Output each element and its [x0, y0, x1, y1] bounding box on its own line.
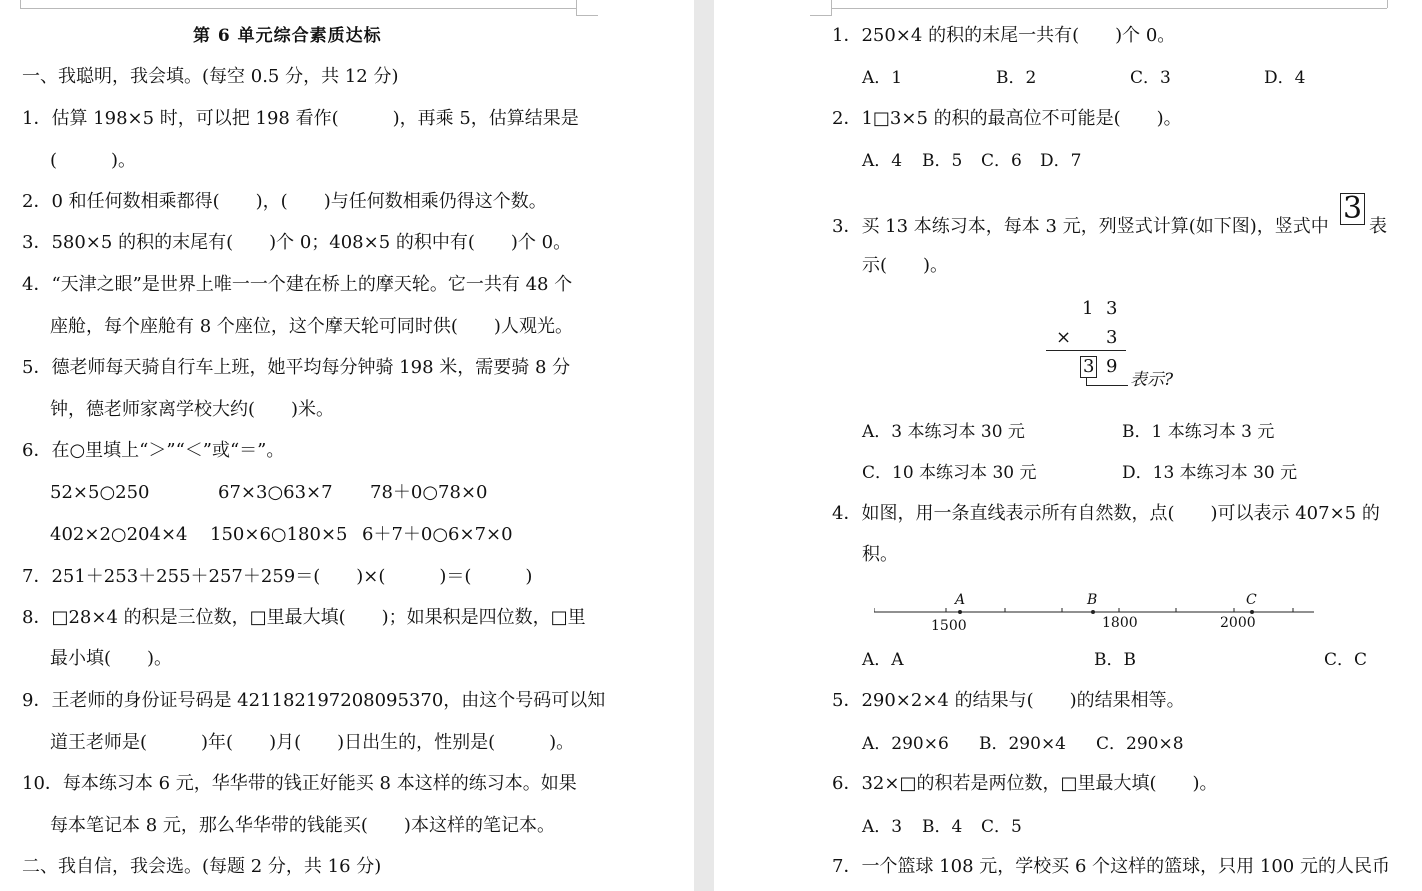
- option-b: B．4: [922, 817, 963, 837]
- question-text: 如图，用一条直线表示所有自然数，点( )可以表示 407×5 的: [861, 503, 1380, 524]
- question-number: 2．: [832, 108, 862, 129]
- option-a: A．3: [862, 817, 903, 837]
- option-a: A．A: [862, 650, 904, 670]
- calc-digit: 3: [1106, 298, 1118, 319]
- blank-box: □: [51, 607, 69, 628]
- option-b: B．290×4: [979, 734, 1067, 754]
- question-text: 一个篮球 108 元，学校买 6 个这样的篮球，只用 100 元的人民币: [861, 856, 1390, 877]
- question-text: 德老师每天骑自行车上班，她平均每分钟骑 198 米，需要骑 8 分: [51, 357, 571, 378]
- question-text-tail: 表: [1369, 216, 1387, 237]
- compare-item: 402×2○204×4: [50, 524, 188, 545]
- point-label-b: B: [1087, 592, 1098, 608]
- option-c: C．290×8: [1096, 734, 1184, 754]
- vertical-calculation-figure: [1044, 296, 1204, 396]
- choice-question-5: [832, 690, 1185, 712]
- choice-question-7: [832, 856, 1390, 878]
- choice-question-3-line-1: [832, 216, 1329, 238]
- point-marker-a: [958, 610, 962, 614]
- calc-digit: 9: [1106, 356, 1118, 377]
- question-1-line-2: ( )。: [50, 150, 137, 171]
- point-label-a: A: [955, 592, 966, 608]
- question-number: 10．: [22, 773, 63, 794]
- pointer-note: 表示?: [1130, 370, 1174, 390]
- question-text: 估算 198×5 时，可以把 198 看作( )，再乘 5，估算结果是: [51, 108, 579, 129]
- crop-mark: [576, 15, 598, 16]
- question-number: 4．: [832, 503, 862, 524]
- document-page-left: [0, 0, 694, 891]
- question-5-line-2: 钟，德老师家离学校大约( )米。: [50, 399, 335, 420]
- crop-mark: [1387, 0, 1388, 8]
- compare-item: 78＋0○78×0: [370, 482, 488, 503]
- question-number: 5．: [22, 357, 52, 378]
- question-1-line-1: [22, 108, 579, 130]
- option-d: D．7: [1040, 151, 1082, 171]
- option-a: A．290×6: [862, 734, 949, 754]
- option-b: B．B: [1094, 650, 1136, 670]
- option-b: B．5: [922, 151, 963, 171]
- question-text: 1□3×5 的积的最高位不可能是( )。: [861, 108, 1182, 129]
- question-number: 3．: [832, 216, 862, 237]
- compare-item: 150×6○180×5: [210, 524, 348, 545]
- question-number: 6．: [22, 440, 52, 461]
- question-number: 7．: [22, 566, 52, 587]
- question-text: 580×5 的积的末尾有( )个 0；408×5 的积中有( )个 0。: [51, 232, 572, 253]
- question-5-line-1: [22, 357, 570, 379]
- question-text: 在○里填上“＞”“＜”或“＝”。: [51, 440, 285, 461]
- option-b: B．1 本练习本 3 元: [1122, 422, 1275, 442]
- question-10-line-1: [22, 773, 577, 795]
- boxed-digit: 3: [1340, 193, 1365, 225]
- number-line-figure: [874, 590, 1314, 636]
- calc-boxed-digit: 3: [1080, 356, 1097, 378]
- tick-label: 1800: [1102, 615, 1138, 631]
- crop-mark: [576, 0, 577, 16]
- choice-question-4-line-1: [832, 503, 1380, 525]
- point-label-c: C: [1246, 592, 1257, 608]
- question-7: [22, 566, 532, 588]
- option-a: A．4: [862, 151, 903, 171]
- option-c: C．C: [1324, 650, 1368, 670]
- question-text: 王老师的身份证号码是 421182197208095370，由这个号码可以知: [51, 690, 606, 711]
- question-number: 3．: [22, 232, 52, 253]
- compare-item: 6＋7＋0○6×7×0: [362, 524, 513, 545]
- choice-question-3-line-2: 示( )。: [862, 255, 949, 276]
- crop-mark: [810, 15, 832, 16]
- question-number: 1．: [22, 108, 52, 129]
- section-heading-choice: 二、我自信，我会选。(每题 2 分，共 16 分): [22, 856, 382, 877]
- question-3: [22, 232, 571, 254]
- question-8-line-2: 最小填( )。: [50, 648, 173, 669]
- calc-digit: 1: [1082, 298, 1094, 319]
- choice-question-2: [832, 108, 1182, 130]
- option-b: B．2: [996, 68, 1037, 88]
- point-marker-b: [1091, 610, 1095, 614]
- calc-digit: 3: [1106, 327, 1118, 348]
- question-text: 250×4 的积的末尾一共有( )个 0。: [861, 25, 1176, 46]
- question-number: 6．: [832, 773, 862, 794]
- question-text: 28×4 的积是三位数，□里最大填( )；如果积是四位数，□里: [68, 607, 586, 628]
- question-10-line-2: 每本笔记本 8 元，那么华华带的钱能买( )本这样的笔记本。: [50, 815, 555, 836]
- question-number: 4．: [22, 274, 52, 295]
- question-text: 251＋253＋255＋257＋259＝( )×( )＝( ): [51, 566, 533, 587]
- option-a: A．1: [862, 68, 903, 88]
- question-number: 2．: [22, 191, 52, 212]
- question-9-line-1: [22, 690, 605, 712]
- choice-question-4-line-2: 积。: [862, 544, 898, 565]
- question-number: 1．: [832, 25, 862, 46]
- document-page-right: [714, 0, 1422, 891]
- margin-line: [20, 8, 576, 9]
- question-number: 7．: [832, 856, 862, 877]
- pointer-line: [1086, 385, 1128, 386]
- question-9-line-2: 道王老师是( )年( )月( )日出生的，性别是( )。: [50, 732, 575, 753]
- question-number: 9．: [22, 690, 52, 711]
- tick-label: 2000: [1220, 615, 1256, 631]
- question-number: 5．: [832, 690, 862, 711]
- question-text: 买 13 本练习本，每本 3 元，列竖式计算(如下图)，竖式中: [861, 216, 1329, 237]
- point-marker-c: [1250, 610, 1254, 614]
- option-d: D．13 本练习本 30 元: [1122, 463, 1298, 483]
- option-c: C．5: [981, 817, 1022, 837]
- compare-item: 67×3○63×7: [218, 482, 333, 503]
- question-4-line-2: 座舱，每个座舱有 8 个座位，这个摩天轮可同时供( )人观光。: [50, 316, 573, 337]
- option-c: C．3: [1130, 68, 1171, 88]
- question-text: 0 和任何数相乘都得( )，( )与任何数相乘仍得这个数。: [51, 191, 547, 212]
- question-2: [22, 191, 547, 213]
- question-6: [22, 440, 284, 462]
- question-text: 290×2×4 的结果与( )的结果相等。: [861, 690, 1185, 711]
- tick-label: 1500: [931, 618, 967, 634]
- option-c: C．10 本练习本 30 元: [862, 463, 1037, 483]
- margin-line: [831, 8, 1387, 9]
- option-d: D．4: [1264, 68, 1306, 88]
- question-text: 32×□的积若是两位数，□里最大填( )。: [861, 773, 1218, 794]
- crop-mark: [20, 0, 21, 8]
- page-title: 第 6 单元综合素质达标: [193, 26, 382, 46]
- option-c: C．6: [981, 151, 1022, 171]
- question-4-line-1: [22, 274, 572, 296]
- question-text: “天津之眼”是世界上唯一一个建在桥上的摩天轮。它一共有 48 个: [51, 274, 573, 295]
- choice-question-6: [832, 773, 1218, 795]
- option-a: A．3 本练习本 30 元: [862, 422, 1025, 442]
- calc-operator: ×: [1056, 327, 1072, 348]
- question-8-line-1: [22, 607, 586, 629]
- question-text: 每本练习本 6 元，华华带的钱正好能买 8 本这样的练习本。如果: [62, 773, 577, 794]
- compare-item: 52×5○250: [50, 482, 150, 503]
- choice-question-1: [832, 25, 1175, 47]
- calc-rule: [1046, 350, 1126, 351]
- question-number: 8．: [22, 607, 52, 628]
- section-heading-fill: 一、我聪明，我会填。(每空 0.5 分，共 12 分): [22, 66, 399, 87]
